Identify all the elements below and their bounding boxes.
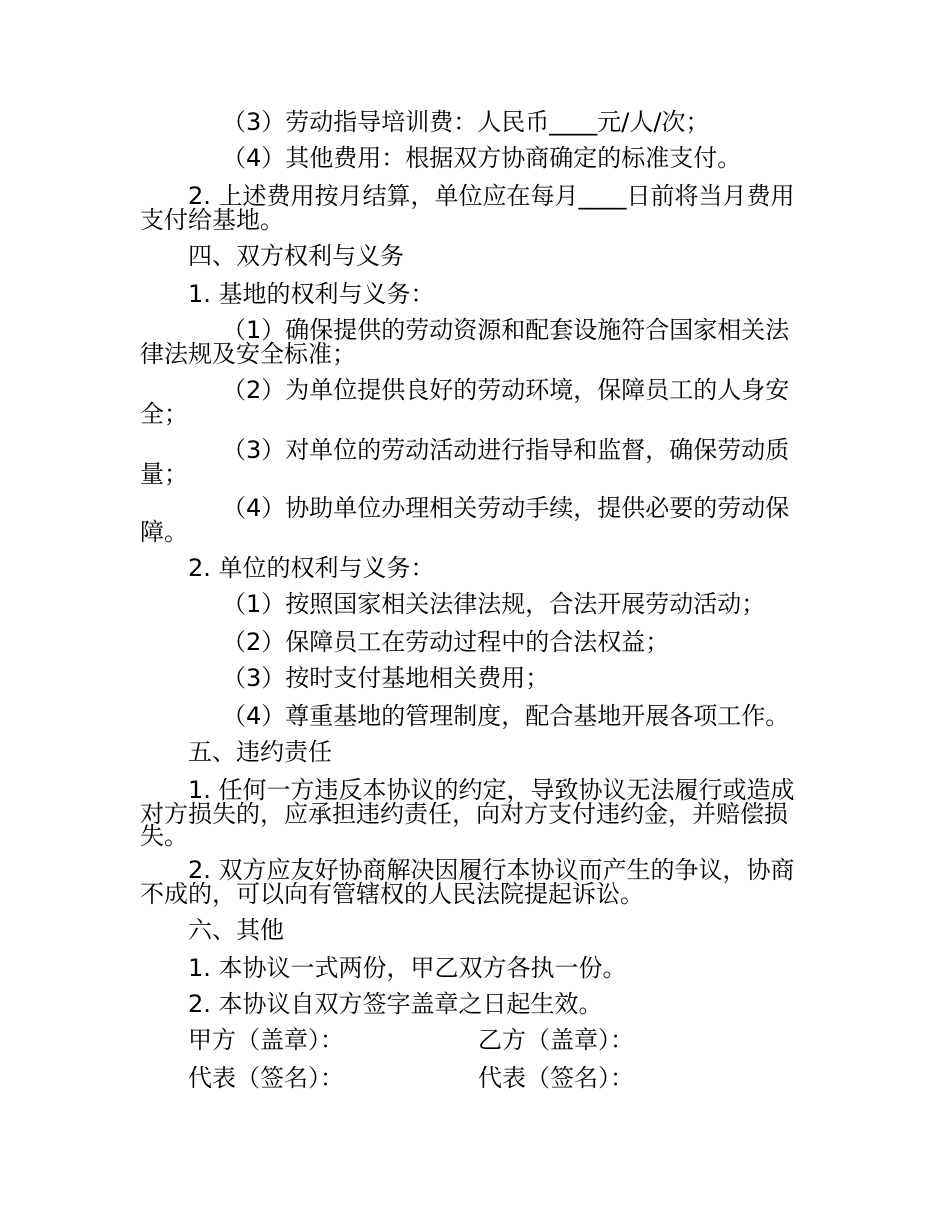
- base-duty-1-line-1: （1）确保提供的劳动资源和配套设施符合国家相关法: [222, 316, 790, 344]
- base-rights-heading: 1. 基地的权利与义务：: [188, 280, 435, 308]
- party-b-seal-label: 乙方（盖章）：: [478, 1026, 634, 1054]
- breach-1-line-2: 对方损失的，应承担违约责任，向对方支付违约金，并赔偿损: [140, 800, 788, 828]
- unit-duty-1: （1）按照国家相关法律法规，合法开展劳动活动；: [222, 590, 766, 618]
- unit-duty-3: （3）按时支付基地相关费用；: [222, 664, 550, 692]
- fee-item-4: （4）其他费用：根据双方协商确定的标准支付。: [222, 144, 742, 172]
- unit-rights-heading: 2. 单位的权利与义务：: [188, 554, 435, 582]
- breach-2-line-1: 2. 双方应友好协商解决因履行本协议而产生的争议，协商: [188, 856, 795, 884]
- unit-duty-2: （2）保障员工在劳动过程中的合法权益；: [222, 628, 670, 656]
- party-b-rep-label: 代表（签名）：: [478, 1064, 634, 1092]
- base-duty-2-line-1: （2）为单位提供良好的劳动环境，保障员工的人身安: [222, 376, 790, 404]
- section-heading-5: 五、违约责任: [188, 738, 332, 766]
- base-duty-3-line-2: 量；: [140, 460, 188, 488]
- signature-row-rep: [0, 1064, 950, 1094]
- settlement-line-2: 支付给基地。: [140, 206, 284, 234]
- section-heading-4: 四、双方权利与义务: [188, 242, 404, 270]
- other-item-1: 1. 本协议一式两份，甲乙双方各执一份。: [188, 954, 627, 982]
- fee-item-3: （3）劳动指导培训费：人民币____元/人/次；: [222, 108, 710, 136]
- unit-duty-4: （4）尊重基地的管理制度，配合基地开展各项工作。: [222, 702, 790, 730]
- breach-1-line-1: 1. 任何一方违反本协议的约定，导致协议无法履行或造成: [188, 776, 795, 804]
- base-duty-4-line-2: 障。: [140, 518, 188, 546]
- breach-2-line-2: 不成的，可以向有管辖权的人民法院提起诉讼。: [140, 880, 644, 908]
- base-duty-2-line-2: 全；: [140, 400, 188, 428]
- section-heading-6: 六、其他: [188, 916, 284, 944]
- base-duty-3-line-1: （3）对单位的劳动活动进行指导和监督，确保劳动质: [222, 436, 790, 464]
- party-a-rep-label: 代表（签名）：: [188, 1064, 344, 1092]
- base-duty-4-line-1: （4）协助单位办理相关劳动手续，提供必要的劳动保: [222, 494, 790, 522]
- breach-1-line-3: 失。: [140, 822, 188, 850]
- base-duty-1-line-2: 律法规及安全标准；: [140, 340, 356, 368]
- settlement-line-1: 2. 上述费用按月结算，单位应在每月____日前将当月费用: [188, 182, 795, 210]
- signature-row-seal: [0, 1026, 950, 1056]
- other-item-2: 2. 本协议自双方签字盖章之日起生效。: [188, 990, 603, 1018]
- party-a-seal-label: 甲方（盖章）：: [188, 1026, 344, 1054]
